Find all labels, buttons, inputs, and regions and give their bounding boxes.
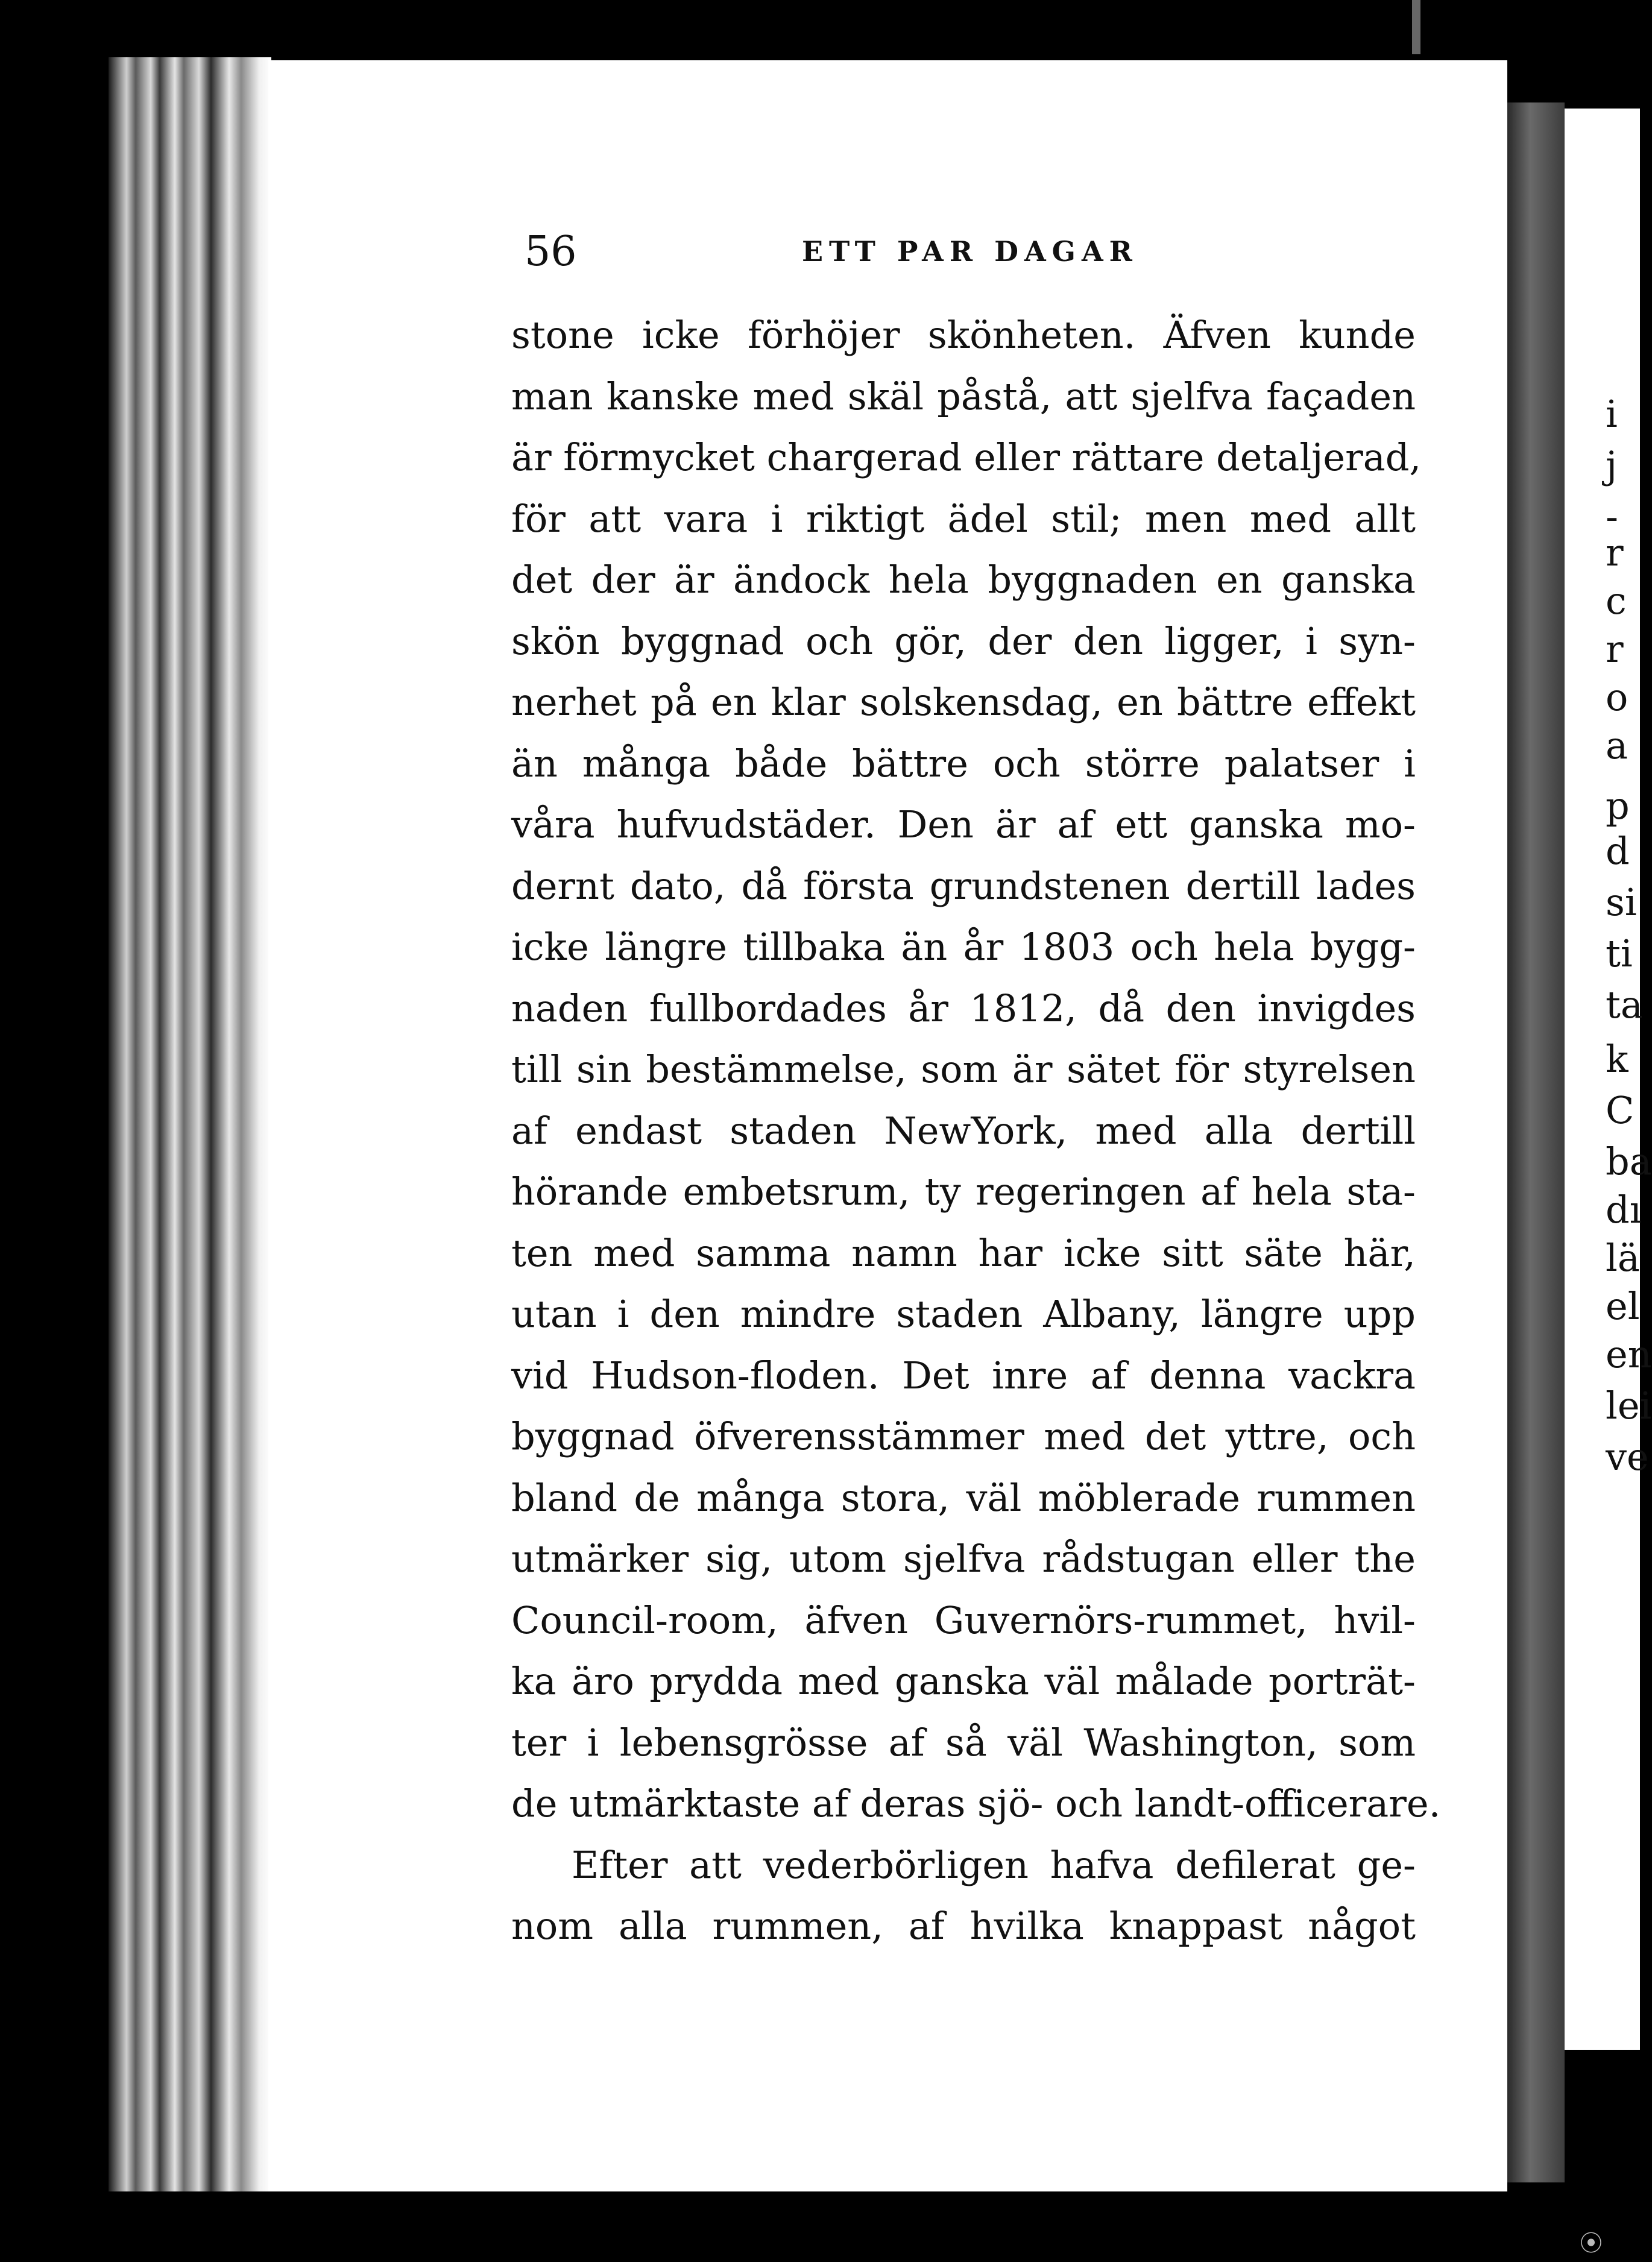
text-line: byggnad öfverensstämmer med det yttre, och bbox=[511, 1414, 1416, 1458]
facing-page-fragment: lei bbox=[1606, 1384, 1652, 1428]
facing-page-fragment: ta bbox=[1606, 983, 1643, 1027]
text-line: stone icke förhöjer skönheten. Äfven kunde bbox=[511, 313, 1416, 357]
facing-page-fragment: j bbox=[1606, 443, 1618, 487]
text-line: det der är ändock hela byggnaden en ganska bbox=[511, 558, 1416, 602]
facing-page-fragment: o bbox=[1606, 675, 1628, 719]
text-line: för att vara i riktigt ädel stil; men med allt bbox=[511, 496, 1416, 541]
text-line: nom alla rummen, af hvilka knappast något bbox=[511, 1904, 1416, 1948]
text-line: hörande embetsrum, ty regeringen af hela sta- bbox=[511, 1170, 1416, 1214]
text-line: Efter att vederbörligen hafva defilerat ge- bbox=[572, 1842, 1416, 1887]
text-line: till sin bestämmelse, som är sätet för styrelsen bbox=[511, 1047, 1416, 1091]
facing-page-fragment: i bbox=[1606, 392, 1618, 436]
facing-page-fragment: ti bbox=[1606, 931, 1633, 975]
facing-page-fragment: r bbox=[1606, 627, 1624, 671]
facing-page-fragment: - bbox=[1606, 494, 1618, 538]
text-line: utmärker sig, utom sjelfva rådstugan eller the bbox=[511, 1537, 1416, 1581]
top-edge-mark bbox=[1412, 0, 1420, 54]
page-number: 56 bbox=[525, 228, 577, 276]
scan-corner-mark: ⦿ bbox=[1580, 2230, 1603, 2257]
facing-page-fragment: si bbox=[1606, 880, 1637, 924]
text-line: Council-room, äfven Guvernörs-rummet, hvil- bbox=[511, 1598, 1416, 1642]
text-line: vid Hudson-floden. Det inre af denna vackra bbox=[511, 1353, 1416, 1397]
text-line: nerhet på en klar solskensdag, en bättre effekt bbox=[511, 680, 1416, 724]
facing-page-fragment: c bbox=[1606, 579, 1627, 623]
text-line: dernt dato, då första grundstenen dertill lades bbox=[511, 863, 1416, 908]
text-line: är förmycket chargerad eller rättare detaljerad, bbox=[511, 435, 1422, 479]
facing-page-fragment: p bbox=[1606, 784, 1630, 828]
facing-page-fragment: el bbox=[1606, 1284, 1640, 1328]
facing-page-fragment: k bbox=[1606, 1037, 1628, 1081]
text-line: de utmärktaste af deras sjö- och landt-officerare. bbox=[511, 1782, 1441, 1826]
facing-page-fragment: en bbox=[1606, 1332, 1652, 1376]
text-line: icke längre tillbaka än år 1803 och hela bygg- bbox=[511, 925, 1416, 969]
text-line: ten med samma namn har icke sitt säte här, bbox=[511, 1230, 1416, 1275]
gutter-shadow bbox=[1507, 102, 1565, 2182]
body-text bbox=[511, 304, 1441, 1957]
facing-page-fragment: ve bbox=[1606, 1435, 1649, 1479]
facing-page-fragment: d bbox=[1606, 829, 1630, 873]
text-line: ter i lebensgrösse af så väl Washington, som bbox=[511, 1720, 1416, 1765]
facing-page-fragment: ba bbox=[1606, 1139, 1652, 1183]
facing-page bbox=[1565, 109, 1652, 2050]
text-line: naden fullbordades år 1812, då den invigdes bbox=[511, 986, 1416, 1030]
text-line: ka äro prydda med ganska väl målade porträt- bbox=[511, 1659, 1416, 1703]
text-line: utan i den mindre staden Albany, längre upp bbox=[511, 1292, 1416, 1336]
text-line: skön byggnad och gör, der den ligger, i syn- bbox=[511, 619, 1416, 663]
facing-page-fragment: r bbox=[1606, 531, 1624, 575]
book-page-edges bbox=[109, 57, 271, 2191]
text-line: än många både bättre och större palatser i bbox=[511, 741, 1416, 786]
facing-page-fragment: lä bbox=[1606, 1236, 1640, 1280]
text-line: våra hufvudstäder. Den är af ett ganska mo- bbox=[511, 802, 1416, 846]
facing-page-fragment: dı bbox=[1606, 1188, 1642, 1232]
page-header bbox=[525, 162, 1441, 276]
facing-page-fragment: a bbox=[1606, 723, 1628, 767]
running-head: ETT PAR DAGAR bbox=[802, 235, 1138, 268]
facing-page-fragment: C bbox=[1606, 1088, 1635, 1132]
text-line: af endast staden NewYork, med alla dertill bbox=[511, 1108, 1416, 1153]
text-line: man kanske med skäl påstå, att sjelfva façaden bbox=[511, 374, 1416, 418]
text-line: bland de många stora, väl möblerade rummen bbox=[511, 1475, 1416, 1520]
